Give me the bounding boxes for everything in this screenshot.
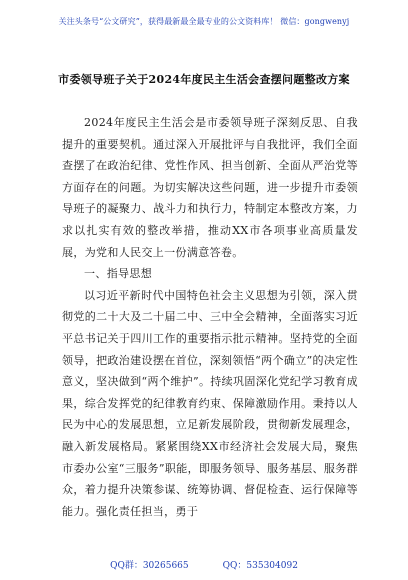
section-paragraph-guiding-ideology: 以习近平新时代中国特色社会主义思想为引领，深入贯彻党的二十大及二十届二中、三中全会精神，全面落实习近平总书记关于四川工作的重要指示批示精神。坚持党的全面领导，把政治建设摆在首位，深刻领悟“两个确立”的决定性意义，坚决做到“两个维护”。持续巩固深化党纪学习教育成果，综合发挥党的纪律教育约束、保障激励作用。秉持以人民为中心的发展思想，立足新发展阶段，贯彻新发展理念，融入新发展格局。紧紧围绕XX市经济社会发展大局，聚焦市委办公室“三服务”职能，即服务领导、服务基层、服务群众，着力提升决策参谋、统筹协调、督促检查、运行保障等能力。强化责任担当，勇于: [62, 288, 358, 518]
document-title: 市委领导班子关于2024年度民主生活会查摆问题整改方案: [58, 73, 350, 86]
contact-footer: [0, 558, 408, 571]
section-heading-guiding-ideology: 一、指导思想: [84, 267, 153, 281]
promo-banner: 关注头条号“公文研究”，获得最新最全最专业的公文资料库！ 微信：gongwenyj: [58, 17, 350, 26]
intro-paragraph: 2024年度民主生活会是市委领导班子深刻反思、自我提升的重要契机。通过深入开展批评与自我批评，我们全面查摆了在政治纪律、党性作风、担当创新、全面从严治党等方面存在的问题。为切实解决这些问题，进一步提升市委领导班子的凝聚力、战斗力和执行力，特制定本整改方案，力求以扎实有效的整改举措，推动XX市各项事业高质量发展，为党和人民交上一份满意答卷。: [62, 116, 358, 259]
qq-contact-text: QQ：535304092: [222, 561, 298, 571]
qq-group-text: QQ群：30265665: [110, 561, 189, 571]
document-body: [62, 112, 358, 522]
